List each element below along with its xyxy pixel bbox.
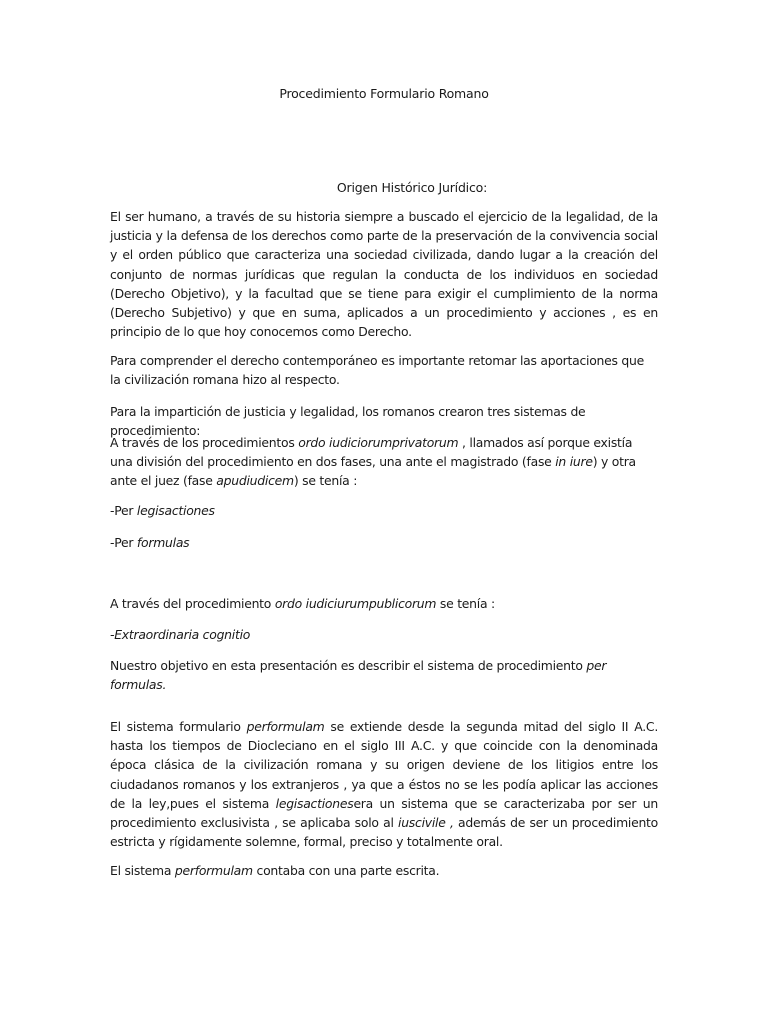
latin-term: in iure [555, 454, 593, 470]
text-run: ) y otra ante el juez (fase [110, 454, 636, 489]
list-item-extraordinaria [110, 625, 658, 644]
text-run: -Per [110, 503, 137, 518]
text-run: además de ser un procedimiento estricta y rígidamente solemne, formal, preciso y totalmente oral. [110, 815, 658, 850]
paragraph-private-procedures [110, 433, 658, 491]
latin-term: legisactiones [136, 503, 215, 518]
paragraph-objective [110, 656, 658, 694]
text-run: El sistema [110, 863, 175, 878]
latin-term: per formulas. [110, 658, 607, 693]
text-run: se extiende desde la segunda mitad del siglo II A.C. hasta los tiempos de Diocleciano en el siglo III A.C. y que coincide con la denominada época clásica de la civilización romana y su origen deviene de los litigios entre los ciudadanos romanos y los extranjeros , ya que a éstos no se les podía aplicar las acciones de la ley,pues el sistema [110, 719, 659, 811]
section-heading: Origen Histórico Jurídico: [336, 180, 488, 195]
document-title: Procedimiento Formulario Romano [279, 86, 489, 101]
latin-term: legisactiones [275, 795, 354, 811]
text-run: -Per [110, 535, 137, 550]
latin-term: formulas [136, 535, 190, 550]
latin-term: apudiudicem [216, 473, 294, 489]
latin-term: performulam [246, 719, 325, 734]
text-run: A través del procedimiento [110, 596, 275, 611]
text-run: Nuestro objetivo en esta presentación es describir el sistema de procedimiento [110, 658, 587, 673]
text-run: A través de los procedimientos [110, 435, 299, 450]
list-item-formulas [110, 533, 658, 552]
paragraph-contemporary-law: Para comprender el derecho contemporáneo es importante retomar las aportaciones que la civilización romana hizo al respecto. [110, 353, 645, 388]
text-run: , llamados así porque existía una división del procedimiento en dos fases, una ante el magistrado (fase [110, 435, 633, 470]
paragraph-public-procedure [110, 594, 658, 613]
text-run: se tenía : [436, 596, 495, 611]
latin-term: performulam [174, 863, 253, 878]
text-run: El sistema formulario [110, 719, 247, 734]
latin-term: ordo iudiciorumprivatorum [298, 435, 459, 450]
paragraph-three-systems: Para la impartición de justicia y legalidad, los romanos crearon tres sistemas de procedimiento: [110, 404, 586, 439]
text-run: ) se tenía : [293, 473, 358, 489]
latin-term: ordo iudiciurumpublicorum [274, 596, 437, 611]
paragraph-written-part [110, 861, 658, 880]
paragraph-formulary-system [110, 717, 658, 851]
list-item-legisactiones [110, 501, 658, 520]
text-run: era un sistema que se caracterizaba por ser un procedimiento exclusivista , se aplicaba solo al [110, 795, 658, 831]
text-run: contaba con una parte escrita. [252, 863, 440, 878]
latin-term: -Extraordinaria cognitio [110, 627, 251, 642]
paragraph-origin: El ser humano, a través de su historia siempre a buscado el ejercicio de la legalidad, de la justicia y la defensa de los derechos como parte de la preservación de la convivencia social y el orden público que caracteriza una sociedad civilizada, dando lugar a la creación del conjunto de normas jurídicas que regulan la conducta de los individuos en sociedad (Derecho Objetivo), y la facultad que se tiene para exigir el cumplimiento de la norma (Derecho Subjetivo) y que en suma, aplicados a un procedimiento y acciones , es en principio de lo que hoy conocemos como Derecho. [110, 209, 658, 340]
latin-term: iuscivile , [398, 815, 454, 831]
